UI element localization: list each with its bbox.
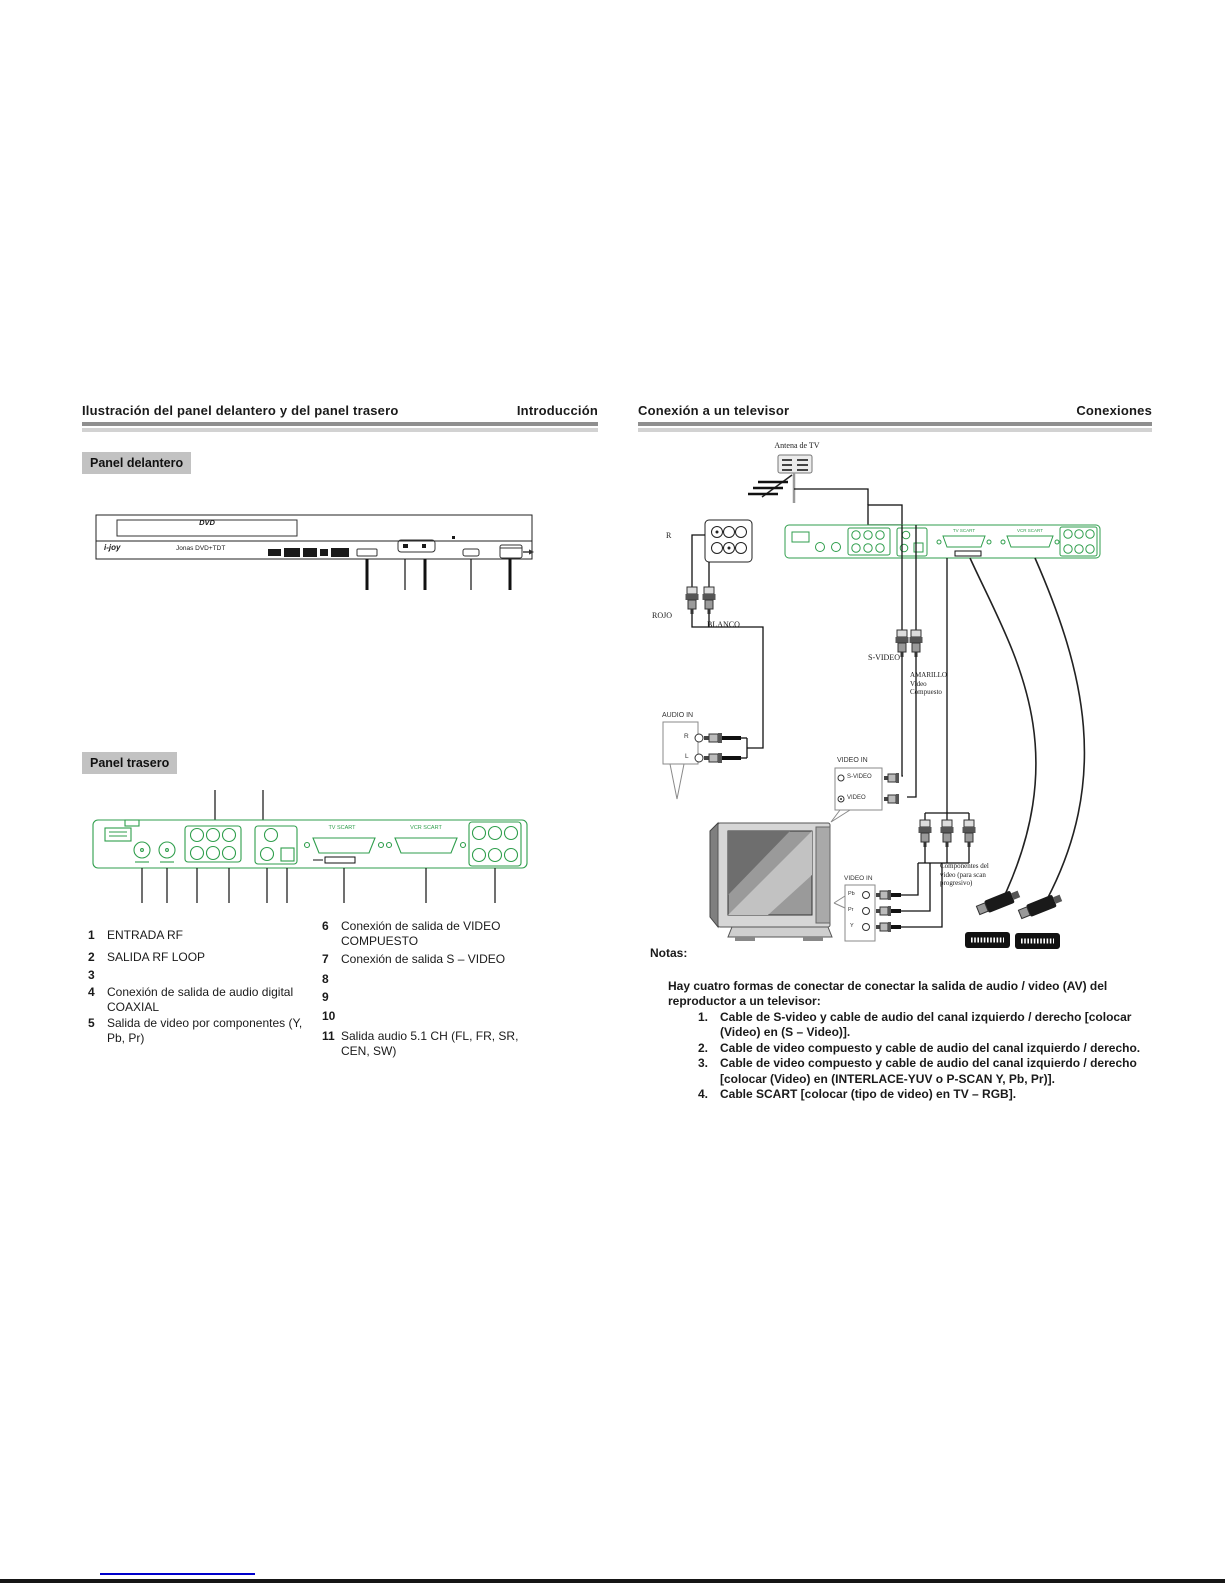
video-in-1-svideo: S-VIDEO xyxy=(847,774,872,780)
header-rule-light xyxy=(638,428,1152,432)
front-callout-lines xyxy=(367,559,510,590)
video-in-1-video: VIDEO xyxy=(847,795,866,801)
list-item-text: Salida de video por componentes (Y, Pb, Pr) xyxy=(107,1016,303,1045)
note-item xyxy=(698,1087,1150,1103)
list-item-text xyxy=(341,1009,537,1024)
list-item-text: Salida audio 5.1 CH (FL, FR, SR, CEN, SW) xyxy=(341,1029,519,1058)
list-item xyxy=(322,1029,532,1059)
list-item xyxy=(322,972,537,987)
list-item-number: 4 xyxy=(88,985,95,999)
rojo-label: ROJO xyxy=(652,611,673,620)
tv-scart-label: TV SCART xyxy=(328,825,356,831)
note-item-text: Cable SCART [colocar (tipo de video) en TV – RGB]. xyxy=(720,1087,1017,1101)
note-item-number: 2. xyxy=(698,1040,709,1055)
page-title: Ilustración del panel delantero y del panel trasero xyxy=(82,403,399,418)
note-item-text: Cable de S-video y cable de audio del canal izquierdo / derecho [colocar (Video) en (S – Video)]. xyxy=(720,1009,1132,1039)
audio-in-r: R xyxy=(684,733,689,740)
video-cable-wires xyxy=(902,525,916,797)
video-in-2-title: VIDEO IN xyxy=(844,875,873,882)
list-item-number: 1 xyxy=(88,928,95,942)
list-item-text xyxy=(341,972,537,987)
component-plugs-trio xyxy=(919,820,976,847)
note-item-number: 1. xyxy=(698,1009,709,1024)
video-in-2-y: Y xyxy=(850,923,854,929)
list-item-text xyxy=(107,968,318,983)
note-item-text: Cable de video compuesto y cable de audio del canal izquierdo / derecho [colocar (Video) en (INTERLACE-YUV o P-SCAN Y, Pb, Pr)]. xyxy=(720,1056,1137,1086)
left-section-header xyxy=(82,403,598,432)
list-item-number: 7 xyxy=(322,952,329,966)
audio-in-plugs xyxy=(704,733,741,763)
tv-icon xyxy=(710,823,832,941)
note-item xyxy=(698,1010,1150,1041)
model-name: Jonas DVD+TDT xyxy=(176,545,226,552)
section-name: Introducción xyxy=(516,403,598,418)
video-in-plugs-2 xyxy=(876,890,901,932)
video-in-2-pr: Pr xyxy=(848,907,854,913)
scart-plug-2 xyxy=(1018,892,1064,921)
notes-section xyxy=(650,946,1158,1103)
header-rule-light xyxy=(82,428,598,432)
mini-tv-scart-label: TV SCART xyxy=(952,528,976,533)
mini-fuse-holder xyxy=(955,551,981,556)
list-item xyxy=(88,928,318,943)
list-item xyxy=(322,919,537,949)
r-label: R xyxy=(666,531,672,540)
list-item-text: ENTRADA RF xyxy=(107,928,184,942)
list-item-text: Conexión de salida S – VIDEO xyxy=(341,952,506,966)
mini-vcr-scart-label: VCR SCART xyxy=(1017,528,1043,533)
componentes-label: Componentes del video (para scan progresivo) xyxy=(940,862,989,887)
list-item xyxy=(88,968,318,983)
note-item-text: Cable de video compuesto y cable de audio del canal izquierdo / derecho. xyxy=(720,1040,1141,1055)
notes-intro: Hay cuatro formas de conectar de conectar la salida de audio / video (AV) del reproductor a un televisor: xyxy=(668,978,1108,1008)
power-button xyxy=(357,549,377,556)
antenna-icon xyxy=(748,455,812,503)
right-section-header xyxy=(638,403,1152,432)
rear-callout-lines-bottom xyxy=(142,868,495,903)
blanco-label: BLANCO xyxy=(707,620,740,629)
list-item xyxy=(322,952,537,967)
composite-plug xyxy=(910,630,923,657)
scart-plug-1 xyxy=(976,888,1022,917)
page-bottom-edge xyxy=(0,1579,1225,1583)
section-name-right: Conexiones xyxy=(1076,403,1152,418)
audio-amplifier-block xyxy=(705,520,752,562)
list-item-number: 2 xyxy=(88,950,95,964)
note-item xyxy=(698,1041,1150,1057)
header-rule-dark xyxy=(82,422,598,426)
list-item-number: 8 xyxy=(322,972,329,986)
usb-port xyxy=(500,545,522,558)
amarillo-line: Video xyxy=(910,679,927,688)
rca-plug-rojo xyxy=(686,587,699,614)
amarillo-label xyxy=(910,671,947,697)
page-title-right: Conexión a un televisor xyxy=(638,403,790,418)
note-item-number: 3. xyxy=(698,1056,709,1070)
video-in-plugs-1 xyxy=(884,773,899,804)
notes-title: Notas: xyxy=(650,946,688,960)
tv-connection-diagram xyxy=(640,435,1170,955)
list-item-number: 11 xyxy=(322,1029,335,1043)
list-item-number: 9 xyxy=(322,990,329,1004)
list-item-number: 5 xyxy=(88,1016,95,1030)
video-in-2-pb: Pb xyxy=(848,891,855,897)
dvd-tray-label: DVD xyxy=(199,518,215,527)
diagram-artwork xyxy=(640,435,1170,955)
footer-link-line xyxy=(100,1573,255,1575)
list-item-text xyxy=(341,990,537,1005)
list-item xyxy=(88,950,318,965)
audio-in-l: L xyxy=(685,753,689,760)
front-panel-label: Panel delantero xyxy=(82,452,191,474)
audio-in-box xyxy=(663,722,703,799)
audio-cable-wires xyxy=(692,535,763,758)
list-item xyxy=(88,1016,316,1046)
brand-logo: i-joy xyxy=(104,543,121,552)
amarillo-line: Compuesto xyxy=(910,688,942,696)
rca-plug-blanco xyxy=(703,587,716,614)
rear-panel-label: Panel trasero xyxy=(82,752,177,774)
audio-in-title: AUDIO IN xyxy=(662,712,694,719)
list-item-text: Conexión de salida de VIDEO COMPUESTO xyxy=(341,919,501,948)
format-logos xyxy=(268,548,349,557)
eject-button xyxy=(463,549,479,556)
antenna-wire xyxy=(794,489,902,525)
list-item xyxy=(322,990,537,1005)
list-item-number: 3 xyxy=(88,968,95,982)
list-item xyxy=(322,1009,537,1024)
note-item xyxy=(698,1056,1150,1087)
list-item xyxy=(88,985,316,1015)
rear-callout-lines-top xyxy=(215,790,263,820)
header-rule-dark xyxy=(638,422,1152,426)
amarillo-line: AMARILLO xyxy=(910,671,947,679)
list-item-text: SALIDA RF LOOP xyxy=(107,950,206,964)
vcr-scart-label: VCR SCART xyxy=(410,825,442,831)
rear-panel-drawing xyxy=(85,788,535,908)
list-item-number: 10 xyxy=(322,1009,336,1023)
scart-cables xyxy=(970,558,1084,905)
list-item-number: 6 xyxy=(322,919,329,933)
video-in-1-title: VIDEO IN xyxy=(837,757,868,764)
list-item-text: Conexión de salida de audio digital COAXIAL xyxy=(107,985,294,1014)
note-item-number: 4. xyxy=(698,1087,709,1101)
svideo-cable-label: S-VIDEO xyxy=(868,653,900,662)
antenna-label: Antena de TV xyxy=(774,441,820,450)
